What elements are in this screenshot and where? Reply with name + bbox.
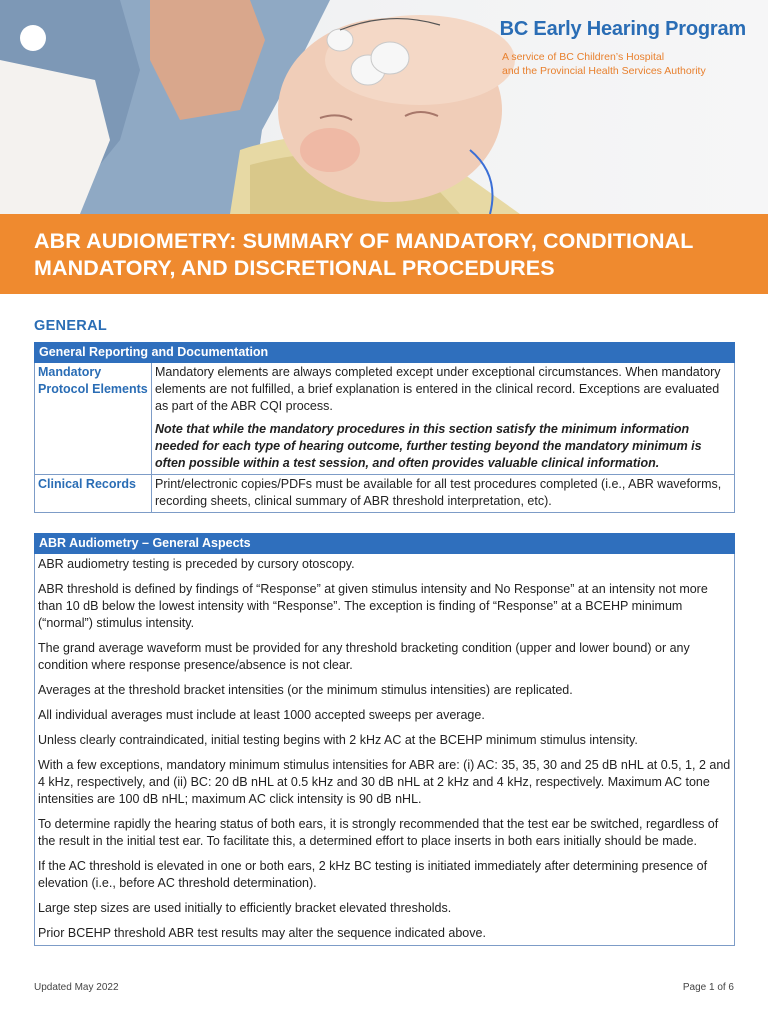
page-title-line1: ABR AUDIOMETRY: SUMMARY OF MANDATORY, CONDITIONAL [34,229,694,253]
row-label-line: Mandatory [38,365,102,379]
paragraph: ABR threshold is defined by findings of “Response” at given stimulus intensity and No Response” at an intensity not more than 10 dB below the lowest intensity with “Response”. The exception is finding of “Response” at a BCEHP minimum (“normal”) stimulus intensity. [38,582,708,630]
paragraph: The grand average waveform must be provided for any threshold bracketing condition (upper and lower bound) or any condition where response presence/absence is not clear. [38,641,690,672]
row-note: Note that while the mandatory procedures in this section satisfy the minimum information needed for each type of hearing outcome, further testing beyond the mandatory minimum is often possible within a test session, and often provides valuable clinical information. [155,422,702,470]
row-label-clinical-records: Clinical Records [35,475,152,513]
row-text: Mandatory elements are always completed except under exceptional circumstances. When mandatory elements are not fulfilled, a brief explanation is entered in the clinical record. Exceptions are evaluated as part of the ABR CQI process. [155,365,721,413]
paragraph: With a few exceptions, mandatory minimum stimulus intensities for ABR are: (i) AC: 35, 35, 30 and 25 dB nHL at 0.5, 1, 2 and 4 kHz, respectively, and (ii) BC: 20 dB nHL at 0.5 kHz and 30 dB nHL at 2 kHz and 4 kHz, respectively. Maximum AC tone intensities are 100 dB nHL; maximum AC click intensity is 90 dB nHL. [38,758,731,806]
paragraph: ABR audiometry testing is preceded by cursory otoscopy. [38,557,355,571]
table-row [35,363,735,475]
paragraph: All individual averages must include at least 1000 accepted sweeps per average. [38,708,485,722]
title-band [0,214,768,294]
row-text: Print/electronic copies/PDFs must be available for all test procedures completed (i.e., ABR waveforms, recording sheets, clinical summary of ABR threshold interpretation, etc). [155,477,722,508]
paragraph: Prior BCEHP threshold ABR test results may alter the sequence indicated above. [38,926,486,940]
page-title [34,228,754,282]
row-label-mandatory [35,363,152,475]
program-subtitle-line1: A service of BC Children’s Hospital [502,51,665,63]
paragraph: If the AC threshold is elevated in one or both ears, 2 kHz BC testing is initiated immediately after determining presence of elevation (i.e., before AC threshold determination). [38,859,708,890]
program-subtitle [502,50,752,78]
program-subtitle-line2: and the Provincial Health Services Authority [502,65,706,77]
hero-photo [0,0,768,214]
page-title-line2: MANDATORY, AND DISCRETIONAL PROCEDURES [34,256,555,280]
paragraph: To determine rapidly the hearing status of both ears, it is strongly recommended that the test ear be switched, regardless of the result in the initial test ear. To facilitate this, a determined effort to place inserts in both ears initially should be made. [38,817,719,848]
table-row [35,475,735,513]
table-row [35,554,735,946]
row-body-clinical-records [152,475,735,513]
footer-page-number: Page 1 of 6 [682,982,734,993]
row-label-line: Protocol Elements [38,382,148,396]
reporting-table [34,342,735,513]
paragraph: Large step sizes are used initially to efficiently bracket elevated thresholds. [38,901,452,915]
reporting-table-header: General Reporting and Documentation [35,343,735,363]
section-heading-general: GENERAL [34,318,107,334]
general-aspects-body [35,554,735,946]
paragraph: Averages at the threshold bracket intensities (or the minimum stimulus intensities) are replicated. [38,683,573,697]
general-aspects-header: ABR Audiometry – General Aspects [35,534,735,554]
paragraph: Unless clearly contraindicated, initial testing begins with 2 kHz AC at the BCEHP minimum stimulus intensity. [38,733,638,747]
program-name: BC Early Hearing Program [499,18,746,40]
general-aspects-table [34,533,735,946]
footer-updated: Updated May 2022 [34,982,119,993]
row-body-mandatory [152,363,735,475]
